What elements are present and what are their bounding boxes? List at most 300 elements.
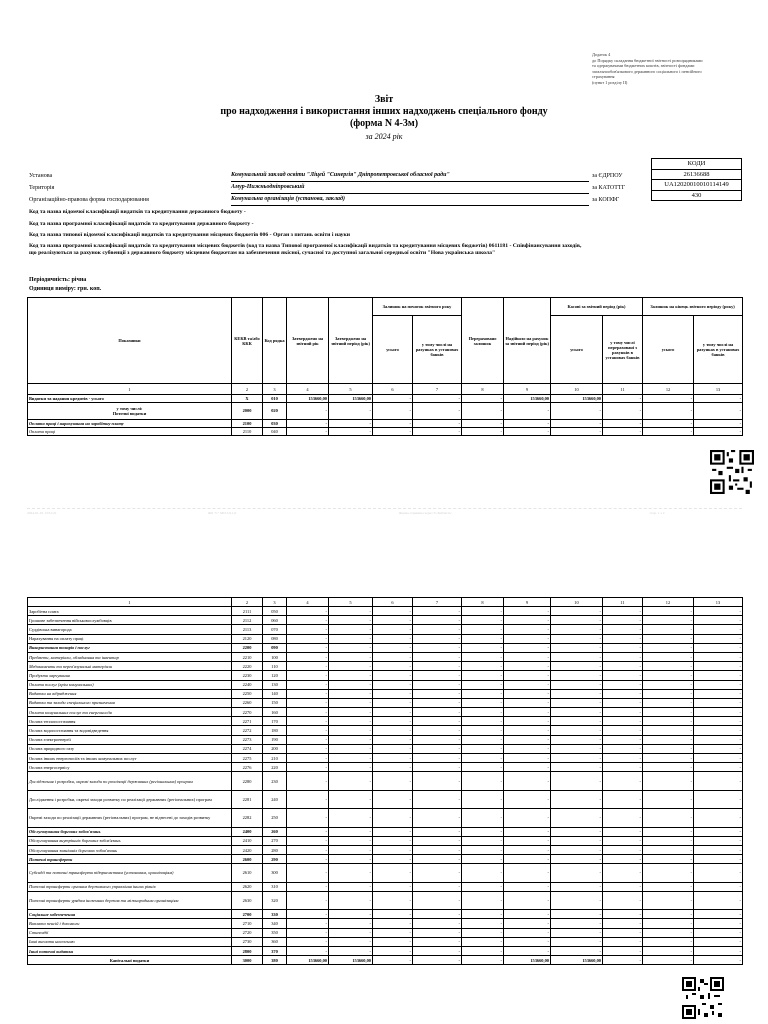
row-code: 170 <box>263 717 287 726</box>
row-kekv: 2210 <box>232 652 263 661</box>
table-row <box>28 809 743 827</box>
row-value-col-8: - <box>462 910 504 919</box>
table-row <box>28 735 743 744</box>
row-value-col-9: - <box>504 717 551 726</box>
row-indicator-name: Використання товарів і послуг <box>28 643 232 652</box>
col-number-8: 8 <box>462 598 504 607</box>
row-value-col-9: - <box>504 427 551 435</box>
row-value-col-10: - <box>551 689 603 698</box>
row-value-col-12: - <box>643 708 694 717</box>
row-value-col-5: - <box>329 662 373 671</box>
col-number-3: 3 <box>263 384 287 395</box>
row-value-col-13: - <box>694 744 743 753</box>
row-value-col-12: - <box>643 625 694 634</box>
row-value-col-11: - <box>603 708 643 717</box>
row-value-col-10: - <box>551 652 603 661</box>
row-kekv: 3000 <box>232 956 263 965</box>
col-number-10: 10 <box>551 384 603 395</box>
row-indicator-name: Виплата пенсій і допомоги <box>28 919 232 928</box>
report-table-page1 <box>27 297 743 436</box>
row-indicator-name: Окремі заходи по реалізації державних (регіональних) програм, не віднесені до заходів розвитку <box>28 809 232 827</box>
row-indicator-name: Предмети, матеріали, обладнання та інвентар <box>28 652 232 661</box>
footer-source: Форма отримана через 'Є-Звітність' <box>398 511 452 515</box>
row-value-col-4: 153660,00 <box>287 956 329 965</box>
row-value-col-6: - <box>373 395 413 403</box>
row-value-col-8: - <box>462 735 504 744</box>
row-value-col-8: - <box>462 956 504 965</box>
row-value-col-12: - <box>643 754 694 763</box>
row-value-col-5: - <box>329 790 373 808</box>
row-value-col-11: - <box>603 864 643 882</box>
row-value-col-4: - <box>287 937 329 946</box>
row-code: 070 <box>263 625 287 634</box>
row-value-col-12: - <box>643 891 694 909</box>
table-row <box>28 625 743 634</box>
col-number-4: 4 <box>287 384 329 395</box>
row-value-col-11: - <box>603 403 643 419</box>
row-value-col-10: - <box>551 662 603 671</box>
row-value-col-6: - <box>373 928 413 937</box>
table-row <box>28 419 743 427</box>
code-line-1: Код та назва відомчої класифікації видатків та кредитування державного бюджету - <box>29 209 246 215</box>
row-value-col-4: - <box>287 827 329 836</box>
row-code: 090 <box>263 643 287 652</box>
col-number-11: 11 <box>603 384 643 395</box>
row-code: 080 <box>263 634 287 643</box>
row-value-col-4: - <box>287 427 329 435</box>
row-value-col-13: - <box>694 671 743 680</box>
row-value-col-5: - <box>329 845 373 854</box>
row-value-col-9: - <box>504 772 551 790</box>
row-value-col-12: - <box>643 419 694 427</box>
row-value-col-4: - <box>287 616 329 625</box>
row-value-col-9: - <box>504 671 551 680</box>
qr-code-icon <box>710 450 754 494</box>
row-value-col-13: - <box>694 643 743 652</box>
row-indicator-name: Видатки та заходи спеціального призначення <box>28 698 232 707</box>
row-value-col-12: - <box>643 643 694 652</box>
katottg-label: за КАТОТТГ <box>592 185 626 191</box>
col-number-5: 5 <box>329 384 373 395</box>
row-value-col-11: - <box>603 928 643 937</box>
row-value-col-10: - <box>551 891 603 909</box>
row-value-col-5: - <box>329 891 373 909</box>
row-value-col-6: - <box>373 616 413 625</box>
row-code: 240 <box>263 790 287 808</box>
territory-value: Амур-Нижньодніпровський <box>231 184 589 194</box>
row-kekv: 2620 <box>232 882 263 891</box>
row-kekv: 2100 <box>232 419 263 427</box>
row-value-col-5: - <box>329 689 373 698</box>
row-kekv: 2400 <box>232 827 263 836</box>
row-value-col-6: - <box>373 726 413 735</box>
row-value-col-11: - <box>603 919 643 928</box>
row-value-col-9: - <box>504 689 551 698</box>
row-value-col-4: - <box>287 910 329 919</box>
row-value-col-7: - <box>413 864 462 882</box>
hdr-received: Надійшло на рахунок за звітний період (рік) <box>504 298 551 384</box>
code-line-2: Код та назва програмної класифікації видатків та кредитування державного бюджету - <box>29 221 254 227</box>
row-kekv: X <box>232 395 263 403</box>
katottg-code: UA12020010010114149 <box>652 180 742 191</box>
row-value-col-6: - <box>373 864 413 882</box>
table-row <box>28 827 743 836</box>
row-value-col-13: - <box>694 772 743 790</box>
row-value-col-7: - <box>413 744 462 753</box>
row-value-col-11: - <box>603 947 643 956</box>
row-value-col-5: - <box>329 427 373 435</box>
row-kekv: 2110 <box>232 427 263 435</box>
row-indicator-name: Поточні трансферти органам державного управління інших рівнів <box>28 882 232 891</box>
row-code: 100 <box>263 652 287 661</box>
row-value-col-4: - <box>287 643 329 652</box>
row-value-col-6: - <box>373 882 413 891</box>
row-value-col-8: - <box>462 395 504 403</box>
appendix-note: Додаток 4 до Порядку складання бюджетної звітності розпорядниками та одержувачами бюджетних коштів, звітності фондами загальнообов'язкового державного соціального і пенсійного страхування (пункт 1 розділу II) <box>592 52 703 85</box>
col-number-7: 7 <box>413 598 462 607</box>
row-code: 190 <box>263 735 287 744</box>
row-value-col-12: - <box>643 671 694 680</box>
row-value-col-5: - <box>329 698 373 707</box>
table-row <box>28 662 743 671</box>
row-value-col-13: - <box>694 947 743 956</box>
row-kekv: 2113 <box>232 625 263 634</box>
row-value-col-9: - <box>504 652 551 661</box>
row-value-col-8: - <box>462 427 504 435</box>
row-value-col-8: - <box>462 855 504 864</box>
row-value-col-6: - <box>373 910 413 919</box>
row-value-col-5: - <box>329 882 373 891</box>
row-value-col-4: - <box>287 772 329 790</box>
row-value-col-6: - <box>373 919 413 928</box>
row-value-col-12: - <box>643 937 694 946</box>
row-value-col-11: - <box>603 754 643 763</box>
row-indicator-name: Нарахування на оплату праці <box>28 634 232 643</box>
row-value-col-12: - <box>643 726 694 735</box>
hdr-incl-banks: у тому числі на рахунках в установах банків <box>413 316 462 384</box>
hdr-row-code: Код рядка <box>263 298 287 384</box>
row-kekv: 2111 <box>232 607 263 616</box>
row-value-col-10: - <box>551 864 603 882</box>
row-value-col-8: - <box>462 947 504 956</box>
row-value-col-8: - <box>462 689 504 698</box>
row-indicator-name: Обслуговування боргових зобов'язань <box>28 827 232 836</box>
row-value-col-7: - <box>413 607 462 616</box>
row-indicator-name: Видатки на відрядження <box>28 689 232 698</box>
footer-page: стор. 1 з 2 <box>649 511 665 515</box>
row-value-col-7: - <box>413 689 462 698</box>
row-value-col-5: - <box>329 680 373 689</box>
row-value-col-11: - <box>603 735 643 744</box>
row-kekv: 2271 <box>232 717 263 726</box>
row-value-col-11: - <box>603 652 643 661</box>
row-value-col-11: - <box>603 845 643 854</box>
hdr-cash-total: усього <box>551 316 603 384</box>
row-value-col-8: - <box>462 928 504 937</box>
row-value-col-12: - <box>643 634 694 643</box>
row-value-col-9: 153660,00 <box>504 395 551 403</box>
row-kekv: 2280 <box>232 772 263 790</box>
row-value-col-4: - <box>287 652 329 661</box>
row-value-col-7: - <box>413 919 462 928</box>
row-value-col-10: - <box>551 855 603 864</box>
table-row <box>28 754 743 763</box>
table-row <box>28 403 743 419</box>
row-value-col-13: - <box>694 634 743 643</box>
row-value-col-7: - <box>413 947 462 956</box>
row-value-col-10: - <box>551 726 603 735</box>
row-value-col-5: - <box>329 735 373 744</box>
row-value-col-13: - <box>694 662 743 671</box>
row-value-col-5: - <box>329 634 373 643</box>
row-value-col-12: - <box>643 680 694 689</box>
row-value-col-4: - <box>287 763 329 772</box>
row-kekv: 2274 <box>232 744 263 753</box>
table-row <box>28 717 743 726</box>
row-value-col-13: - <box>694 809 743 827</box>
row-value-col-9: - <box>504 634 551 643</box>
row-value-col-11: - <box>603 662 643 671</box>
row-value-col-10: - <box>551 403 603 419</box>
row-value-col-10: - <box>551 744 603 753</box>
row-indicator-name: Капітальні видатки <box>28 956 232 965</box>
row-value-col-8: - <box>462 864 504 882</box>
row-value-col-11: - <box>603 607 643 616</box>
row-value-col-9: - <box>504 836 551 845</box>
row-kekv: 2600 <box>232 855 263 864</box>
row-value-col-10: 153660,00 <box>551 956 603 965</box>
row-value-col-8: - <box>462 616 504 625</box>
row-value-col-7: - <box>413 680 462 689</box>
table-row <box>28 680 743 689</box>
row-value-col-10: - <box>551 419 603 427</box>
row-kekv: 2276 <box>232 763 263 772</box>
row-value-col-5: - <box>329 772 373 790</box>
row-value-col-5: - <box>329 625 373 634</box>
row-value-col-7: - <box>413 956 462 965</box>
row-value-col-12: - <box>643 855 694 864</box>
row-indicator-name: Дослідження і розробки, окремі заходи по реалізації державних (регіональних) програм <box>28 772 232 790</box>
row-value-col-12: - <box>643 735 694 744</box>
hdr-kekv: КЕКВ та/або ККК <box>232 298 263 384</box>
row-value-col-10: - <box>551 809 603 827</box>
row-kekv: 2240 <box>232 680 263 689</box>
footer-version: ФО "С" МО 5.9.1.0 <box>207 511 237 515</box>
row-value-col-10: - <box>551 947 603 956</box>
row-value-col-6: - <box>373 891 413 909</box>
row-value-col-10: - <box>551 616 603 625</box>
row-code: 330 <box>263 910 287 919</box>
row-value-col-12: - <box>643 772 694 790</box>
row-value-col-10: 153660,00 <box>551 395 603 403</box>
row-value-col-11: - <box>603 882 643 891</box>
edrpou-label: за ЄДРПОУ <box>592 173 623 179</box>
row-kekv: 2710 <box>232 919 263 928</box>
row-value-col-11: - <box>603 616 643 625</box>
row-value-col-4: - <box>287 919 329 928</box>
row-value-col-6: - <box>373 772 413 790</box>
row-value-col-5: - <box>329 754 373 763</box>
kopfg-label: за КОПФГ <box>592 197 620 203</box>
row-value-col-10: - <box>551 845 603 854</box>
row-value-col-13: - <box>694 845 743 854</box>
row-value-col-4: - <box>287 864 329 882</box>
table-row <box>28 790 743 808</box>
row-value-col-4: - <box>287 662 329 671</box>
row-value-col-9: - <box>504 744 551 753</box>
row-value-col-9: - <box>504 790 551 808</box>
row-indicator-name: Продукти харчування <box>28 671 232 680</box>
col-number-13: 13 <box>694 384 743 395</box>
row-value-col-9: - <box>504 680 551 689</box>
row-value-col-7: - <box>413 634 462 643</box>
row-code: 180 <box>263 726 287 735</box>
row-value-col-5: - <box>329 643 373 652</box>
form-number: (форма N 4-3м) <box>349 118 419 129</box>
row-value-col-12: - <box>643 717 694 726</box>
row-indicator-name: Оплата інших енергоносіїв та інших комунальних послуг <box>28 754 232 763</box>
col-number-1: 1 <box>28 598 232 607</box>
row-value-col-7: - <box>413 790 462 808</box>
row-indicator-name: Оплата водопостачання та водовідведення <box>28 726 232 735</box>
row-value-col-11: - <box>603 625 643 634</box>
row-value-col-10: - <box>551 634 603 643</box>
table-row <box>28 726 743 735</box>
row-code: 250 <box>263 809 287 827</box>
row-value-col-8: - <box>462 643 504 652</box>
col-number-1: 1 <box>28 384 232 395</box>
row-value-col-8: - <box>462 607 504 616</box>
row-value-col-4: - <box>287 607 329 616</box>
row-value-col-11: - <box>603 634 643 643</box>
row-indicator-name: Видатки та надання кредитів - усього <box>28 395 232 403</box>
table-row <box>28 652 743 661</box>
row-value-col-6: - <box>373 680 413 689</box>
col-number-8: 8 <box>462 384 504 395</box>
row-value-col-7: - <box>413 708 462 717</box>
row-value-col-5: - <box>329 827 373 836</box>
table-row <box>28 708 743 717</box>
row-value-col-5: - <box>329 937 373 946</box>
row-value-col-8: - <box>462 937 504 946</box>
row-value-col-12: - <box>643 395 694 403</box>
row-value-col-6: - <box>373 744 413 753</box>
row-value-col-12: - <box>643 956 694 965</box>
row-value-col-11: - <box>603 827 643 836</box>
row-value-col-7: - <box>413 395 462 403</box>
row-value-col-9: - <box>504 607 551 616</box>
row-indicator-name: Суддівська винагорода <box>28 625 232 634</box>
row-value-col-6: - <box>373 827 413 836</box>
row-value-col-11: - <box>603 910 643 919</box>
row-kekv: 2730 <box>232 937 263 946</box>
row-value-col-9: - <box>504 882 551 891</box>
territory-label: Територія <box>29 185 55 191</box>
row-code: 280 <box>263 845 287 854</box>
row-value-col-12: - <box>643 864 694 882</box>
row-kekv: 2000 <box>232 403 263 419</box>
col-number-9: 9 <box>504 598 551 607</box>
row-value-col-9: - <box>504 864 551 882</box>
col-number-3: 3 <box>263 598 287 607</box>
row-indicator-name: Соціальне забезпечення <box>28 910 232 919</box>
row-value-col-5: - <box>329 910 373 919</box>
row-kekv: 2610 <box>232 864 263 882</box>
row-value-col-9: - <box>504 809 551 827</box>
row-value-col-6: - <box>373 956 413 965</box>
row-value-col-13: - <box>694 735 743 744</box>
row-value-col-10: - <box>551 937 603 946</box>
row-code: 340 <box>263 919 287 928</box>
row-value-col-11: - <box>603 836 643 845</box>
report-table-page2 <box>27 597 743 965</box>
row-value-col-13: - <box>694 790 743 808</box>
row-value-col-9: - <box>504 754 551 763</box>
col-number-7: 7 <box>413 384 462 395</box>
row-value-col-6: - <box>373 652 413 661</box>
row-value-col-8: - <box>462 744 504 753</box>
row-value-col-4: - <box>287 708 329 717</box>
row-value-col-10: - <box>551 790 603 808</box>
row-code: 290 <box>263 855 287 864</box>
row-value-col-10: - <box>551 698 603 707</box>
row-value-col-10: - <box>551 717 603 726</box>
hdr-balance-end: Залишок на кінець звітного періоду (року) <box>643 298 743 316</box>
row-kekv: 2250 <box>232 689 263 698</box>
row-value-col-7: - <box>413 403 462 419</box>
row-value-col-4: - <box>287 928 329 937</box>
row-code: 370 <box>263 947 287 956</box>
row-value-col-10: - <box>551 427 603 435</box>
table-row <box>28 395 743 403</box>
row-code: 150 <box>263 698 287 707</box>
row-code: 160 <box>263 708 287 717</box>
row-value-col-4: - <box>287 754 329 763</box>
row-value-col-13: - <box>694 625 743 634</box>
row-value-col-5: - <box>329 855 373 864</box>
row-value-col-8: - <box>462 662 504 671</box>
row-value-col-8: - <box>462 790 504 808</box>
row-value-col-13: - <box>694 395 743 403</box>
row-value-col-8: - <box>462 625 504 634</box>
row-value-col-7: - <box>413 671 462 680</box>
row-value-col-11: - <box>603 717 643 726</box>
row-value-col-8: - <box>462 809 504 827</box>
row-value-col-9: - <box>504 845 551 854</box>
row-value-col-11: - <box>603 698 643 707</box>
row-value-col-7: - <box>413 662 462 671</box>
table-row <box>28 671 743 680</box>
row-value-col-6: - <box>373 427 413 435</box>
qr-code-icon-bottom <box>682 976 724 1020</box>
row-indicator-name: Оплата праці <box>28 427 232 435</box>
table-row <box>28 919 743 928</box>
row-kekv: 2700 <box>232 910 263 919</box>
row-value-col-13: - <box>694 928 743 937</box>
row-value-col-12: - <box>643 827 694 836</box>
row-value-col-5: - <box>329 607 373 616</box>
row-indicator-name: Грошове забезпечення військовослужбовців <box>28 616 232 625</box>
table-row <box>28 855 743 864</box>
row-code: 230 <box>263 772 287 790</box>
row-code: 260 <box>263 827 287 836</box>
row-kekv: 2410 <box>232 836 263 845</box>
row-value-col-9: - <box>504 616 551 625</box>
row-value-col-12: - <box>643 882 694 891</box>
row-value-col-9: - <box>504 947 551 956</box>
hdr-transferred: Перераховано залишок <box>462 298 504 384</box>
row-value-col-4: - <box>287 698 329 707</box>
